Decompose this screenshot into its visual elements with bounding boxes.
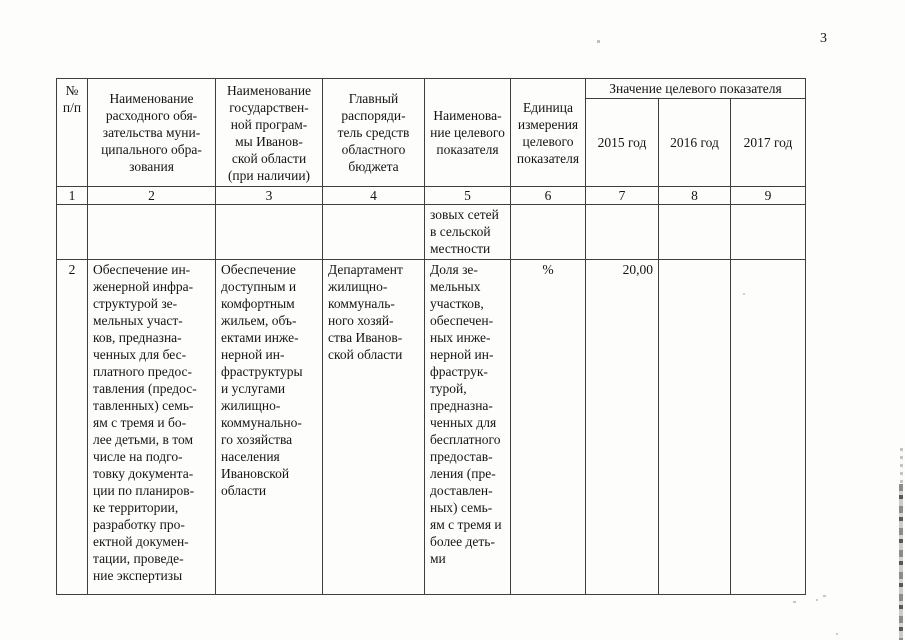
cell-value-2017 — [731, 205, 806, 260]
scan-artifact-speck — [816, 599, 818, 601]
target-indicators-table — [56, 78, 806, 595]
header-row-top — [57, 79, 806, 99]
column-number: 5 — [425, 187, 511, 205]
column-number: 3 — [216, 187, 323, 205]
scan-artifact-speck — [793, 601, 796, 603]
scan-artifact-speck — [743, 293, 745, 295]
header-cell-year-2016: 2016 год — [659, 99, 731, 187]
scan-artifact-streak-top — [900, 448, 903, 484]
cell-expenditure: Обеспечение ин- женерной инфра- структурой зе- мельных участ- ков, предназна- ченных для бес- платного предос- тавления (предос- тавленных) семь- ям с тремя и бо- лее детьми, в том числе на подго- товку документа- ции по планиров- ке территории, разработку про- ектной докумен- тации, проведе- ние экспертизы — [88, 260, 216, 595]
cell-value-2015: 20,00 — [586, 260, 659, 595]
column-number: 7 — [586, 187, 659, 205]
column-number: 2 — [88, 187, 216, 205]
scan-artifact-speck — [836, 633, 838, 635]
header-cell-year-2017: 2017 год — [731, 99, 806, 187]
page-number: 3 — [820, 31, 827, 46]
header-cell-administrator: Главный распоряди- тель средств областного бюджета — [323, 79, 425, 187]
cell-administrator: Департамент жилищно- коммуналь- ного хозяй- ства Иванов- ской области — [323, 260, 425, 595]
cell-value-2016 — [659, 260, 731, 595]
scan-artifact-speck — [823, 595, 826, 597]
header-cell-unit: Единица измерения целевого показателя — [511, 79, 586, 187]
scan-artifact-speck — [597, 40, 600, 43]
table-row-2 — [57, 260, 806, 595]
header-cell-expenditure: Наименование расходного обя- зательства муни- ципального обра- зования — [88, 79, 216, 187]
cell-value-2017 — [731, 260, 806, 595]
cell-indicator: Доля зе- мельных участков, обеспечен- ных инже- нерной ин- фраструк- турой, предназна- ченных для бесплатного предостав- ления (пре- доставлен- ных) семь- ям с тремя и более деть- ми — [425, 260, 511, 595]
cell-num — [57, 205, 88, 260]
column-number: 9 — [731, 187, 806, 205]
header-cell-num: № п/п — [57, 79, 88, 187]
cell-unit — [511, 205, 586, 260]
cell-program: Обеспечение доступным и комфортным жильем, объ- ектами инже- нерной ин- фраструктуры и услугами жилищно- коммунально- го хозяйства населения Ивановской области — [216, 260, 323, 595]
cell-num: 2 — [57, 260, 88, 595]
table-row-continuation — [57, 205, 806, 260]
cell-expenditure — [88, 205, 216, 260]
cell-unit: % — [511, 260, 586, 595]
cell-indicator: зовых сетей в сельской местности — [425, 205, 511, 260]
cell-value-2015 — [586, 205, 659, 260]
column-number: 1 — [57, 187, 88, 205]
column-number: 4 — [323, 187, 425, 205]
cell-value-2016 — [659, 205, 731, 260]
header-cell-program: Наименование государствен- ной програм- мы Иванов- ской области (при наличии) — [216, 79, 323, 187]
header-cell-year-2015: 2015 год — [586, 99, 659, 187]
scan-artifact-streak — [899, 484, 903, 640]
column-numbers-row — [57, 187, 806, 205]
header-cell-indicator: Наименова- ние целевого показателя — [425, 79, 511, 187]
column-number: 8 — [659, 187, 731, 205]
cell-administrator — [323, 205, 425, 260]
column-number: 6 — [511, 187, 586, 205]
cell-program — [216, 205, 323, 260]
header-cell-value-group: Значение целевого показателя — [586, 79, 806, 99]
